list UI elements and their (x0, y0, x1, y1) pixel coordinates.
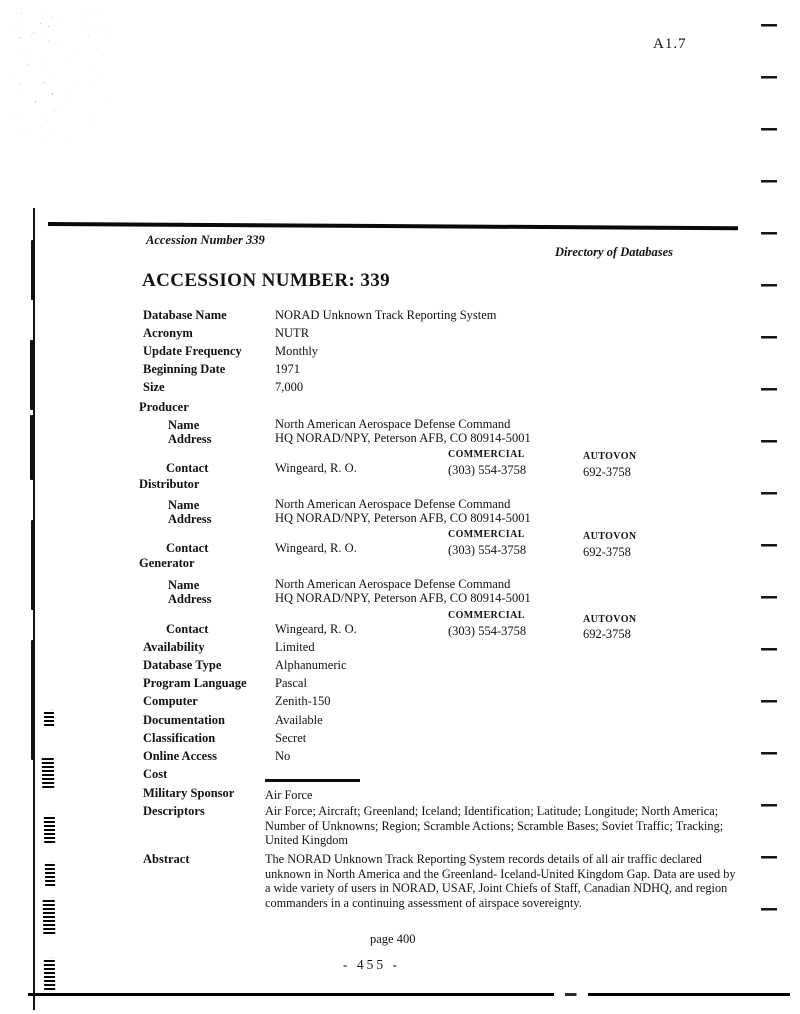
field-row-program-language (143, 676, 307, 691)
name-label: Name (168, 418, 200, 432)
contact-label: Contact (166, 541, 209, 555)
commercial-phone: (303) 554-3758 (448, 624, 527, 638)
commercial-label: COMMERCIAL (448, 610, 525, 621)
field-row-update-frequency (143, 344, 318, 359)
section-label: Generator (139, 556, 195, 570)
cost-underline (265, 779, 360, 782)
field-value: No (275, 749, 291, 763)
header-rule (48, 222, 738, 230)
commercial-label: COMMERCIAL (448, 529, 525, 540)
org-address: HQ NORAD/NPY, Peterson AFB, CO 80914-5001 (275, 591, 531, 605)
section-label: Producer (139, 400, 189, 414)
field-label: Availability (143, 640, 205, 654)
running-header-right: Directory of Databases (555, 245, 674, 259)
field-value: Alphanumeric (275, 658, 347, 672)
binding-edge-mark (31, 520, 35, 610)
autovon-label: AUTOVON (583, 531, 637, 542)
field-value: Secret (275, 731, 307, 745)
section-label: Distributor (139, 477, 200, 491)
field-label: Computer (143, 694, 198, 708)
commercial-phone: (303) 554-3758 (448, 463, 527, 477)
address-label: Address (168, 432, 212, 446)
field-value: 7,000 (275, 380, 304, 394)
footer-page-reference: page 400 (370, 932, 416, 946)
org-address: HQ NORAD/NPY, Peterson AFB, CO 80914-5001 (275, 431, 531, 445)
field-row-classification (143, 731, 306, 746)
autovon-label: AUTOVON (583, 614, 637, 625)
sponsor-label: Military Sponsor (143, 786, 235, 800)
address-label: Address (168, 512, 212, 526)
binding-edge-blob (42, 758, 55, 788)
field-row-documentation (143, 713, 323, 728)
corner-label: A1.7 (653, 36, 687, 52)
footer-rule (28, 993, 790, 996)
field-label: Database Name (143, 308, 227, 322)
abstract-label: Abstract (143, 852, 190, 866)
field-row-computer (143, 694, 331, 709)
distributor-section (139, 477, 773, 559)
field-label: Classification (143, 731, 216, 745)
field-label: Online Access (143, 749, 217, 763)
descriptors-text: Air Force; Aircraft; Greenland; Iceland; Identification; Latitude; Longitude; North America; Number of Unknowns; Region; Scramble Actions; Scramble Bases; Soviet Traffic; Tracking; United Kingdom (265, 804, 724, 848)
field-label: Database Type (143, 658, 222, 672)
running-header-left: Accession Number 339 (146, 233, 265, 247)
field-row-database-type (143, 658, 347, 673)
field-value: NORAD Unknown Track Reporting System (275, 308, 497, 322)
autovon-phone: 692-3758 (583, 545, 631, 559)
autovon-phone: 692-3758 (583, 627, 631, 641)
field-value: Pascal (275, 676, 307, 690)
commercial-label: COMMERCIAL (448, 449, 525, 460)
org-address: HQ NORAD/NPY, Peterson AFB, CO 80914-5001 (275, 511, 531, 525)
field-value: Available (275, 713, 323, 727)
field-label: Cost (143, 767, 168, 781)
address-label: Address (168, 592, 212, 606)
binding-edge-blob (45, 862, 55, 886)
org-name: North American Aerospace Defense Command (275, 577, 511, 591)
contact-label: Contact (166, 461, 209, 475)
field-value: NUTR (275, 326, 310, 340)
field-row-database-name (143, 308, 497, 323)
name-label: Name (168, 578, 200, 592)
contact-name: Wingeard, R. O. (275, 461, 357, 475)
sponsor-value: Air Force (265, 788, 313, 802)
binding-edge-blob (44, 958, 56, 990)
field-label: Beginning Date (143, 362, 226, 376)
field-label: Documentation (143, 713, 225, 727)
field-label: Update Frequency (143, 344, 242, 358)
scan-noise-blob (12, 8, 112, 140)
producer-section (139, 400, 773, 480)
field-row-size (143, 380, 303, 395)
org-name: North American Aerospace Defense Command (275, 497, 511, 511)
autovon-phone: 692-3758 (583, 465, 631, 479)
binding-edge-mark (30, 415, 35, 480)
org-name: North American Aerospace Defense Command (275, 417, 511, 431)
contact-label: Contact (166, 622, 209, 636)
binding-edge-blob (43, 898, 56, 934)
field-value: Monthly (275, 344, 319, 358)
binding-edge-mark (31, 640, 34, 760)
field-value: Zenith-150 (275, 694, 331, 708)
field-row-beginning-date (143, 362, 300, 377)
field-row-online-access (143, 749, 290, 764)
page-title: ACCESSION NUMBER: 339 (142, 270, 391, 291)
binding-edge-blob (44, 710, 54, 726)
binding-edge-blob (44, 815, 55, 843)
field-label: Size (143, 380, 165, 394)
descriptors-label: Descriptors (143, 804, 205, 818)
abstract-text: The NORAD Unknown Track Reporting System records details of all air traffic declared unknown in North America and the Greenland- Iceland-United Kingdom Gap. Data are used by a wide variety of users in NORAD, USAF, Joint Chiefs of Staff, Canadian NDHQ, and region commanders in a continuing assessment of airspace sovereignty. (265, 852, 736, 910)
field-row-acronym (143, 326, 309, 341)
contact-name: Wingeard, R. O. (275, 622, 357, 636)
field-label: Acronym (143, 326, 193, 340)
name-label: Name (168, 498, 200, 512)
autovon-label: AUTOVON (583, 451, 637, 462)
commercial-phone: (303) 554-3758 (448, 543, 527, 557)
field-row-cost (143, 767, 275, 782)
generator-section (139, 556, 773, 641)
binding-edge-mark (31, 240, 35, 300)
contact-name: Wingeard, R. O. (275, 541, 357, 555)
field-label: Program Language (143, 676, 247, 690)
binding-edge-mark (30, 340, 35, 410)
field-value: Limited (275, 640, 315, 654)
footer-page-number: - 455 - (343, 957, 400, 972)
field-row-availability (143, 640, 315, 655)
field-value: 1971 (275, 362, 300, 376)
